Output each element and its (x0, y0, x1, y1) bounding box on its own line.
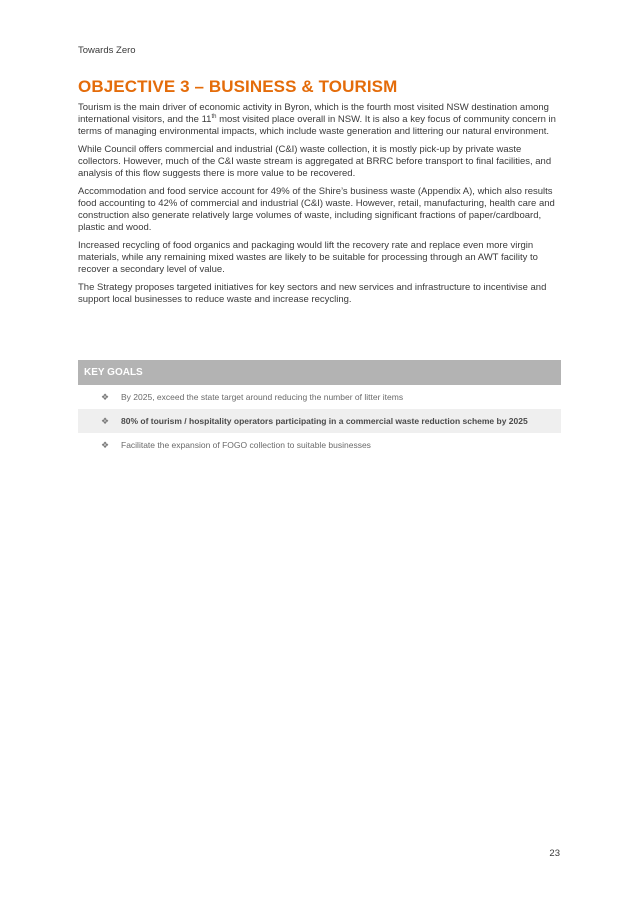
page-number: 23 (549, 848, 560, 859)
diamond-bullet-icon: ❖ (101, 392, 110, 402)
goal-item (78, 409, 561, 433)
paragraph-tourism-text-end: most visited place overall in NSW. It is also a key focus of community concern in terms of managing environmental impacts, which include waste generation and littering our natural environment. (78, 114, 556, 137)
key-goals-table (78, 360, 561, 457)
page-title: OBJECTIVE 3 – BUSINESS & TOURISM (78, 77, 398, 96)
paragraph-tourism (78, 102, 562, 138)
key-goals-heading: KEY GOALS (78, 360, 561, 385)
paragraph-business-waste: Accommodation and food service account for 49% of the Shire’s business waste (Appendix A), which also results food accounting to 42% of commercial and industrial (C&I) waste. However, retail, manufacturing, health care and construction also generate relatively large volumes of waste, including significant fractions of paper/cardboard, plastic and wood. (78, 186, 555, 233)
running-header: Towards Zero (78, 45, 136, 56)
goal-item (78, 385, 561, 409)
diamond-bullet-icon: ❖ (101, 416, 110, 426)
paragraph-ci-collection: While Council offers commercial and industrial (C&I) waste collection, it is mostly pick-up by private waste collectors. However, much of the C&I waste stream is aggregated at BRRC before transport to final facilities, and analysis of this flow suggests there is more value to be recovered. (78, 144, 552, 179)
goal-text: By 2025, exceed the state target around reducing the number of litter items (121, 392, 404, 402)
paragraph-strategy: The Strategy proposes targeted initiatives for key sectors and new services and infrastructure to incentivise and support local businesses to reduce waste and increase recycling. (78, 282, 547, 305)
ordinal-superscript: th (211, 113, 217, 120)
goal-item (78, 433, 561, 457)
goal-text: 80% of tourism / hospitality operators participating in a commercial waste reduction scheme by 2025 (121, 416, 528, 426)
body-text (78, 102, 562, 312)
goal-text: Facilitate the expansion of FOGO collection to suitable businesses (121, 440, 371, 450)
diamond-bullet-icon: ❖ (101, 440, 110, 450)
paragraph-recycling: Increased recycling of food organics and packaging would lift the recovery rate and replace even more virgin materials, while any remaining mixed wastes are likely to be suitable for processing through an AWT facility to recover a secondary level of value. (78, 240, 538, 275)
paragraph-tourism-text-start: Tourism is the main driver of economic activity in Byron, which is the fourth most visited NSW destination among international visitors, and the 11 (78, 102, 549, 125)
